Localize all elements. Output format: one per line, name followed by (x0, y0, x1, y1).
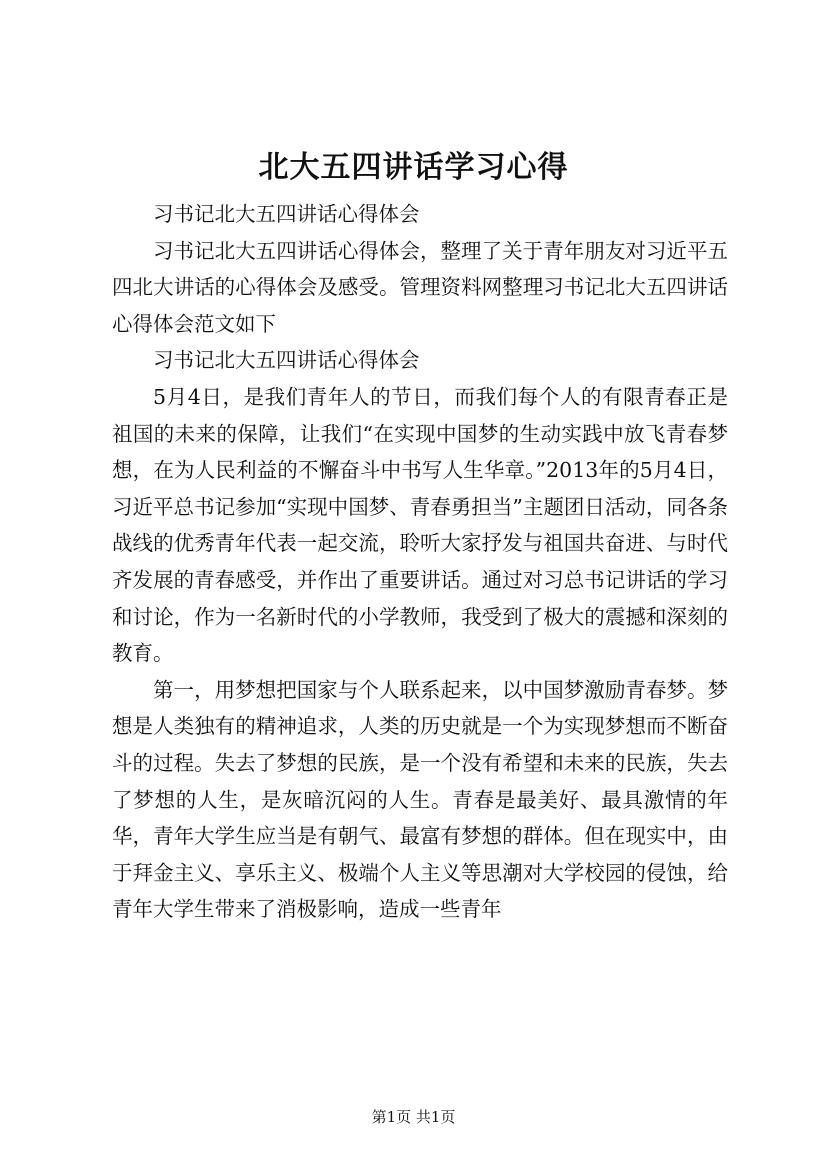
paragraph-first-point: 第一，用梦想把国家与个人联系起来，以中国梦激励青春梦。梦想是人类独有的精神追求，人类的历史就是一个为实现梦想而不断奋斗的过程。失去了梦想的民族，是一个没有希望和未来的民族，失去了梦想的人生，是灰暗沉闷的人生。青春是最美好、最具激情的年华，青年大学生应当是有朝气、最富有梦想的群体。但在现实中，由于拜金主义、享乐主义、极端个人主义等思潮对大学校园的侵蚀，给青年大学生带来了消极影响，造成一些青年 (112, 677, 728, 922)
paragraph-intro: 习书记北大五四讲话心得体会，整理了关于青年朋友对习近平五四北大讲话的心得体会及感受。管理资料网整理习书记北大五四讲话心得体会范文如下 (112, 238, 728, 336)
document-body (112, 196, 728, 928)
page-footer: 第1页 共1页 (371, 1108, 456, 1126)
paragraph-subtitle-1: 习书记北大五四讲话心得体会 (153, 202, 420, 226)
paragraph-may-fourth: 5月4日，是我们青年人的节日，而我们每个人的有限青春正是祖国的未来的保障，让我们“在实现中国梦的生动实践中放飞青春梦想，在为人民利益的不懈奋斗中书写人生华章。”2013年的5月4日，习近平总书记参加“实现中国梦、青春勇担当”主题团日活动，同各条战线的优秀青年代表一起交流，聆听大家抒发与祖国共奋进、与时代齐发展的青春感受，并作出了重要讲话。通过对习总书记讲话的学习和讨论，作为一名新时代的小学教师，我受到了极大的震撼和深刻的教育。 (112, 384, 728, 666)
paragraph-subtitle-2: 习书记北大五四讲话心得体会 (153, 348, 420, 373)
document-title: 北大五四讲话学习心得 (258, 150, 569, 185)
